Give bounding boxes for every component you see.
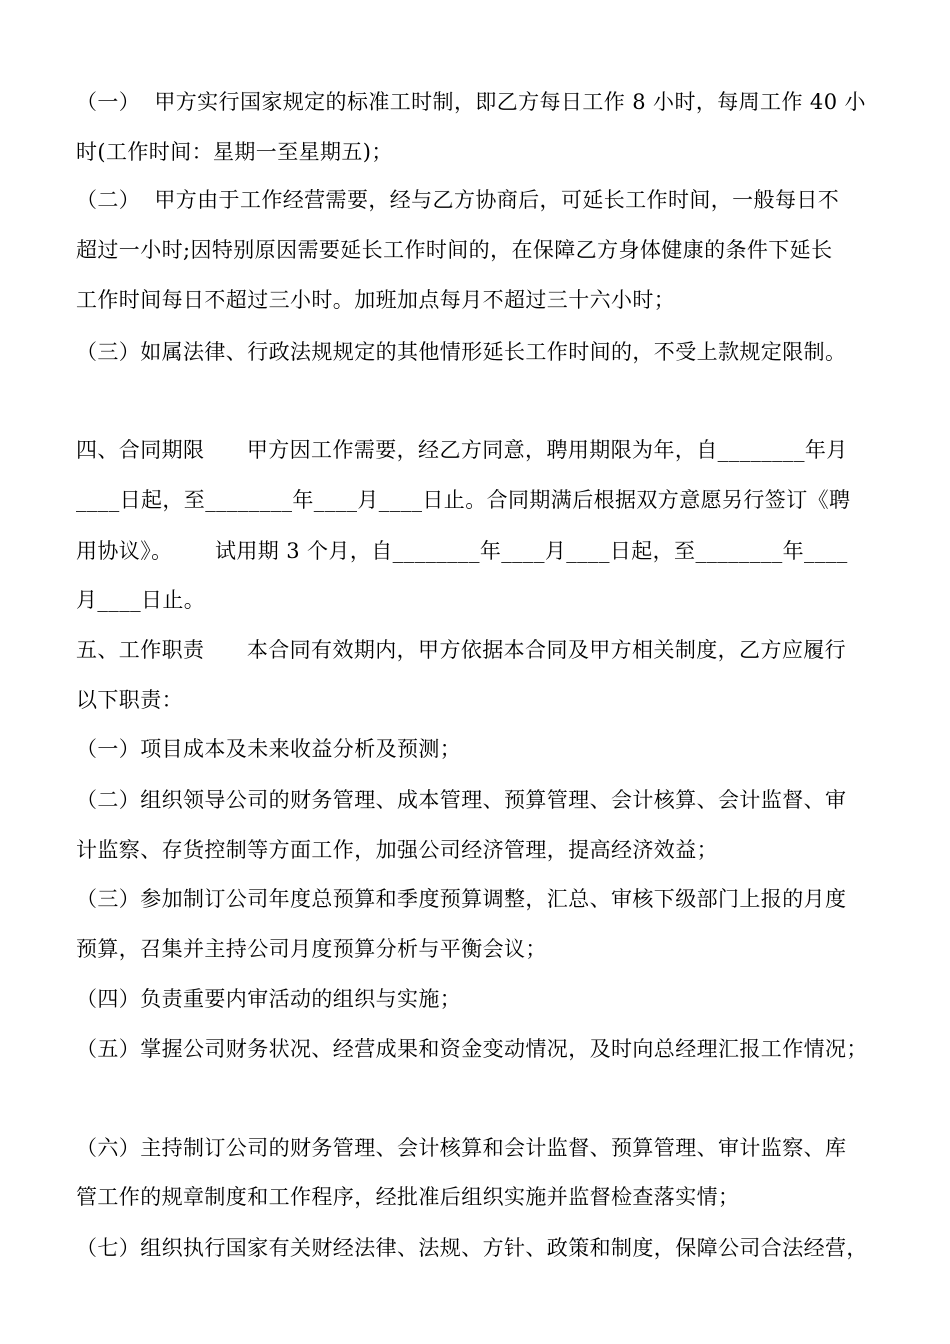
clause-line: （六）主持制订公司的财务管理、会计核算和会计监督、预算管理、审计监察、库: [76, 1136, 847, 1160]
clause-line: （三）参加制订公司年度总预算和季度预算调整，汇总、审核下级部门上报的月度: [76, 887, 847, 911]
section-heading-line: 四、合同期限 甲方因工作需要，经乙方同意，聘用期限为年，自________年月: [76, 438, 848, 462]
clause-line: 月____日止。: [76, 588, 206, 612]
clause-line: （二） 甲方由于工作经营需要，经与乙方协商后，可延长工作时间，一般每日不: [76, 188, 840, 212]
clause-line: （三）如属法律、行政法规规定的其他情形延长工作时间的，不受上款规定限制。: [76, 340, 847, 364]
clause-line: 工作时间每日不超过三小时。加班加点每月不超过三十六小时；: [76, 288, 676, 312]
clause-line: ____日起，至________年____月____日止。合同期满后根据双方意愿另行签订《聘: [76, 488, 851, 512]
clause-line: 超过一小时;因特别原因需要延长工作时间的，在保障乙方身体健康的条件下延长: [76, 238, 833, 262]
clause-line: 计监察、存货控制等方面工作，加强公司经济管理，提高经济效益；: [76, 838, 718, 862]
clause-line: 管工作的规章制度和工作程序，经批准后组织实施并监督检查落实情；: [76, 1185, 740, 1209]
clause-line: 时(工作时间：星期一至星期五)；: [76, 140, 393, 164]
section-heading-line: 五、工作职责 本合同有效期内，甲方依据本合同及甲方相关制度，乙方应履行: [76, 638, 847, 662]
clause-line: （五）掌握公司财务状况、经营成果和资金变动情况，及时向总经理汇报工作情况；: [76, 1037, 868, 1061]
clause-line: 用协议》。 试用期 3 个月，自________年____月____日起，至________年____: [76, 539, 848, 563]
clause-line: （七）组织执行国家有关财经法律、法规、方针、政策和制度，保障公司合法经营，: [76, 1236, 868, 1260]
clause-line: 预算，召集并主持公司月度预算分析与平衡会议；: [76, 937, 547, 961]
clause-line: （四）负责重要内审活动的组织与实施；: [76, 987, 462, 1011]
clause-line: （二）组织领导公司的财务管理、成本管理、预算管理、会计核算、会计监督、审: [76, 788, 847, 812]
clause-line: （一）项目成本及未来收益分析及预测；: [76, 737, 462, 761]
clause-line: （一） 甲方实行国家规定的标准工时制，即乙方每日工作 8 小时，每周工作 40 小: [76, 90, 866, 114]
clause-line: 以下职责：: [76, 688, 183, 712]
